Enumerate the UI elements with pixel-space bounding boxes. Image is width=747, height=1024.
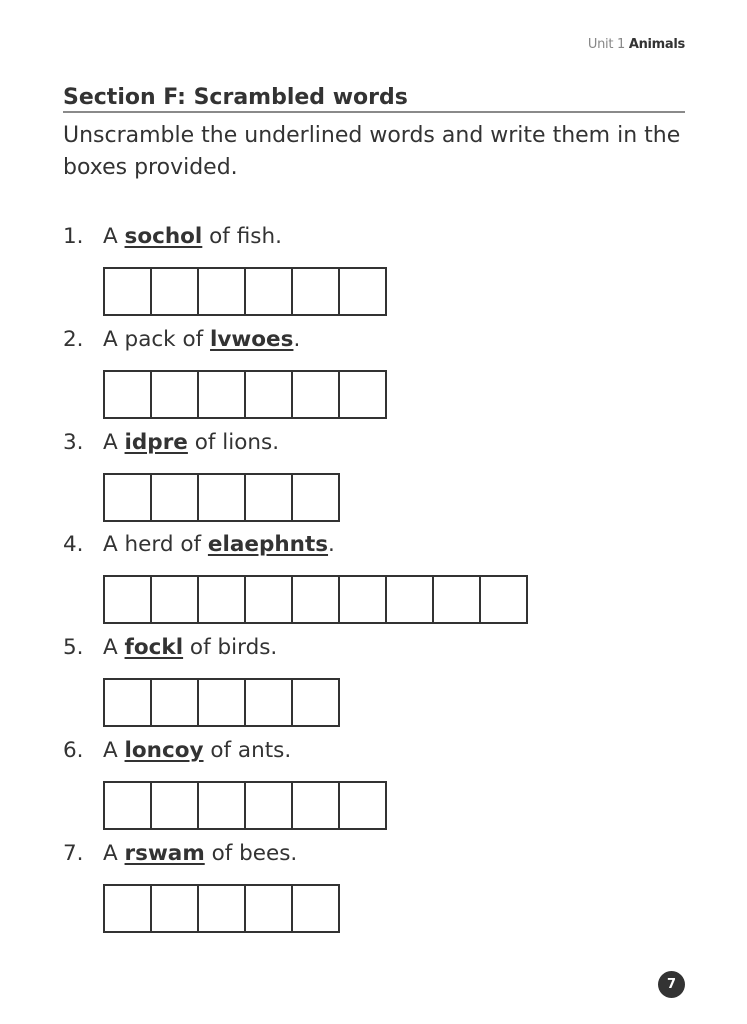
letter-box[interactable] [197, 473, 246, 522]
question-text [63, 327, 663, 353]
letter-box[interactable] [150, 473, 199, 522]
question-suffix: of lions. [187, 429, 280, 455]
answer-boxes [103, 678, 663, 727]
question-text [63, 430, 663, 456]
letter-box[interactable] [291, 781, 340, 830]
question-suffix: . [328, 532, 335, 558]
question-suffix: of fish. [202, 224, 282, 249]
letter-box[interactable] [338, 781, 387, 830]
letter-box[interactable] [103, 473, 152, 522]
question-item [63, 224, 663, 316]
letter-box[interactable] [103, 267, 152, 316]
answer-boxes [103, 884, 663, 933]
question-text [63, 224, 663, 250]
scrambled-word: loncoy [124, 738, 204, 763]
scrambled-word: sochol [124, 224, 203, 249]
question-number: 2. [63, 326, 84, 352]
question-prefix: A herd of [103, 532, 208, 558]
letter-box[interactable] [150, 678, 199, 727]
question-number: 7. [63, 840, 84, 866]
letter-box[interactable] [197, 267, 246, 316]
letter-box[interactable] [244, 678, 293, 727]
scrambled-word: elaephnts [207, 532, 329, 558]
letter-box[interactable] [479, 575, 528, 624]
letter-box[interactable] [197, 678, 246, 727]
question-suffix: of bees. [204, 840, 298, 866]
letter-box[interactable] [244, 267, 293, 316]
answer-boxes [103, 473, 663, 522]
letter-box[interactable] [338, 370, 387, 419]
letter-box[interactable] [197, 575, 246, 624]
letter-box[interactable] [103, 575, 152, 624]
letter-box[interactable] [103, 370, 152, 419]
letter-box[interactable] [150, 370, 199, 419]
letter-box[interactable] [244, 884, 293, 933]
question-number: 3. [63, 429, 84, 455]
question-prefix: A [103, 738, 125, 763]
answer-boxes [103, 575, 663, 624]
letter-box[interactable] [103, 678, 152, 727]
question-number: 4. [63, 532, 84, 558]
scrambled-word: idpre [124, 429, 188, 455]
question-prefix: A [103, 635, 125, 661]
letter-box[interactable] [197, 781, 246, 830]
question-number: 6. [63, 738, 84, 763]
question-item [63, 841, 663, 933]
letter-box[interactable] [150, 267, 199, 316]
letter-box[interactable] [291, 884, 340, 933]
question-item [63, 738, 663, 830]
scrambled-word: fockl [124, 635, 184, 661]
letter-box[interactable] [244, 473, 293, 522]
question-item [63, 430, 663, 522]
question-item [63, 327, 663, 419]
question-prefix: A [103, 840, 125, 866]
question-suffix: of ants. [203, 738, 292, 763]
scrambled-word: rswam [124, 840, 205, 866]
unit-number: Unit 1 [587, 37, 625, 52]
question-suffix: of birds. [183, 635, 278, 661]
question-text [63, 738, 663, 764]
question-prefix: A [103, 429, 125, 455]
letter-box[interactable] [197, 884, 246, 933]
letter-box[interactable] [103, 781, 152, 830]
letter-box[interactable] [338, 267, 387, 316]
letter-box[interactable] [103, 884, 152, 933]
section-title: Section F: Scrambled words [63, 84, 685, 113]
question-suffix: . [293, 326, 301, 352]
letter-box[interactable] [291, 678, 340, 727]
letter-box[interactable] [338, 575, 387, 624]
answer-boxes [103, 370, 663, 419]
answer-boxes [103, 781, 663, 830]
question-text [63, 635, 663, 661]
letter-box[interactable] [244, 781, 293, 830]
page-number: 7 [658, 971, 685, 998]
question-number: 5. [63, 635, 84, 661]
letter-box[interactable] [150, 781, 199, 830]
question-text [63, 841, 663, 867]
letter-box[interactable] [291, 473, 340, 522]
letter-box[interactable] [244, 370, 293, 419]
unit-header [588, 37, 685, 52]
question-item [63, 532, 663, 624]
letter-box[interactable] [197, 370, 246, 419]
letter-box[interactable] [244, 575, 293, 624]
question-item [63, 635, 663, 727]
letter-box[interactable] [432, 575, 481, 624]
letter-box[interactable] [291, 267, 340, 316]
question-prefix: A [103, 224, 125, 249]
question-prefix: A pack of [103, 326, 211, 352]
question-text [63, 532, 663, 558]
answer-boxes [103, 267, 663, 316]
scrambled-word: lvwoes [210, 326, 294, 352]
letter-box[interactable] [150, 575, 199, 624]
letter-box[interactable] [150, 884, 199, 933]
unit-title: Animals [628, 37, 685, 52]
instructions: Unscramble the underlined words and write them in the boxes provided. [63, 123, 681, 180]
letter-box[interactable] [291, 575, 340, 624]
letter-box[interactable] [291, 370, 340, 419]
letter-box[interactable] [385, 575, 434, 624]
question-number: 1. [63, 224, 84, 249]
